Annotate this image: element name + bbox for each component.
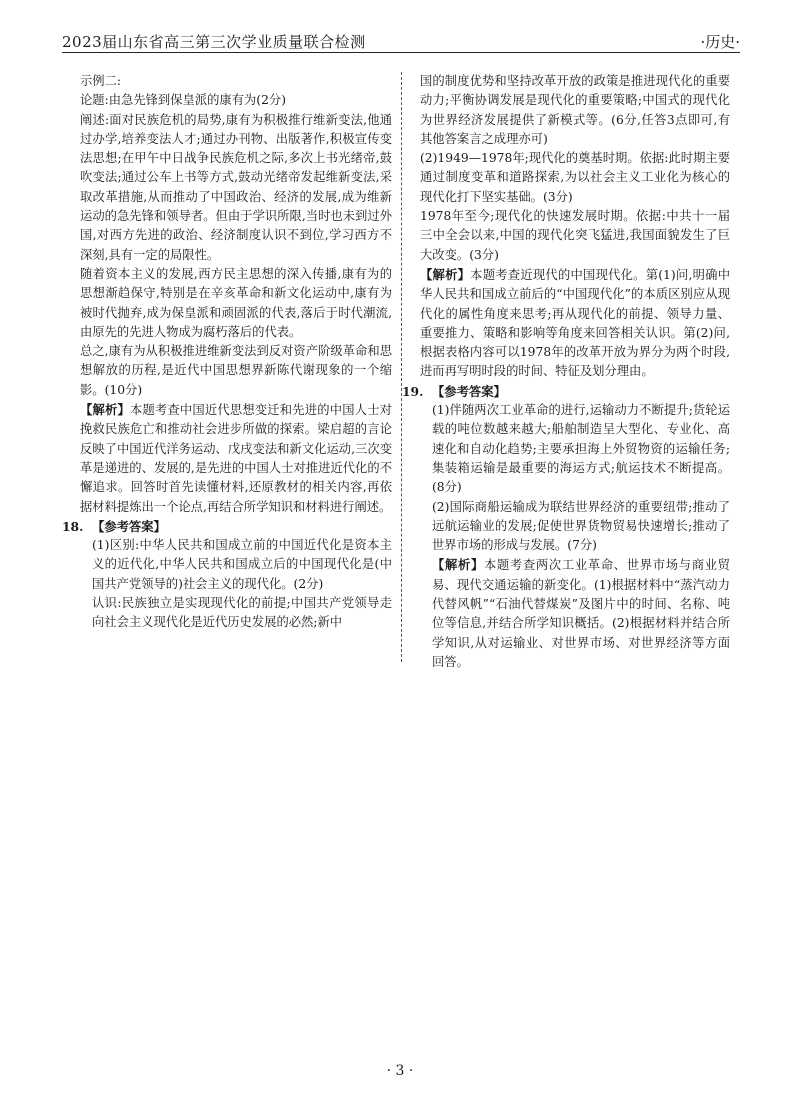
elaboration-paragraph-2: 随着资本主义的发展,西方民主思想的深入传播,康有为的思想渐趋保守,特别是在辛亥革命和新文化运动中,康有为被时代抛弃,成为保皇派和顽固派的代表,落后于时代潮流,由原先的先进人物成为腐朽落后的代表。 [80,266,392,339]
right-column [402,72,730,672]
analysis-paragraph [432,555,730,672]
answer-label: 【参考答案】 [92,518,166,534]
question-19-block [402,382,730,672]
analysis-text: 本题考查两次工业革命、世界市场与商业贸易、现代交通运输的新变化。(1)根据材料中“蒸汽动力代替风帆”“石油代替煤炭”及图片中的时间、名称、吨位等信息,并结合所学知识概括。(2)根据材料并结合所学知识,从对运输业、对世界市场、对世界经济等方面回答。 [432,558,730,669]
question-number: 18. [62,518,84,534]
continued-paragraph: 国的制度优势和坚持改革开放的政策是推进现代化的重要动力;平衡协调发展是现代化的重要策略;中国式的现代化为世界经济发展提供了新模式等。(6分,任答3点即可,有其他答案言之成理亦可) [420,74,730,146]
answer-label: 【参考答案】 [432,383,506,399]
column-divider [401,72,402,662]
page-number: · 3 · [386,1063,414,1079]
elaboration-paragraph: 阐述:面对民族危机的局势,康有为积极推行维新变法,他通过办学,培养变法人才;通过办刊物、出版著作,积极宣传变法思想;在甲午中日战争民族危机之际,多次上书光绪帝,鼓吹变法;通过公车上书等方式,鼓动光绪帝发起维新变法,采取改革措施,从而推动了中国政治、经济的发展,成为维新运动的急先锋和领导者。但由于学识所限,当时也未到过外国,对西方先进的政治、经济制度认识不到位,学习西方不深刻,具有一定的局限性。 [80,112,392,262]
answer-paragraph-2: (2)国际商船运输成为联结世界经济的重要纽带;推动了远航运输业的发展;促使世界货物贸易快速增长;推动了世界市场的形成与发展。(7分) [432,499,730,553]
document-title: 2023届山东省高三第三次学业质量联合检测 [62,33,366,51]
question-number: 19. [402,383,424,399]
analysis-tag: 【解析】 [420,266,471,282]
example-heading: 示例二: [80,74,122,88]
answer-paragraph: (1)区别:中华人民共和国成立前的中国近代化是资本主义的近代化,中华人民共和国成立后的中国现代化是(中国共产党领导的)社会主义的现代化。(2分) [92,538,392,591]
period-paragraph-1: (2)1949—1978年;现代化的奠基时期。依据:此时期主要通过制度变革和道路探索,为以社会主义工业化为核心的现代化打下坚实基础。(3分) [420,151,730,204]
subject-label: ·历史· [700,33,740,51]
analysis-text: 本题考查近现代的中国现代化。第(1)问,明确中华人民共和国成立前后的“中国现代化”的本质区别应从现代化的属性角度来思考;再从现代化的前提、领导力量、重要推力、策略和影响等角度来回答相关认识。第(2)问,根据表格内容可以1978年的改革开放为界分为两个时段,进而再写明时段的时间、特征及划分理由。 [420,267,730,379]
analysis-paragraph [420,265,730,382]
answer-paragraph: (1)伴随两次工业革命的进行,运输动力不断提升;货轮运载的吨位数越来越大;船舶制造呈大型化、专业化、高速化和自动化趋势;主要承担海上外贸物资的运输任务;集装箱运输是最重要的海运方式;航运技术不断提高。(8分) [432,403,730,495]
thesis-paragraph: 论题:由急先锋到保皇派的康有为(2分) [80,93,287,108]
answer-paragraph-2: 认识:民族独立是实现现代化的前提;中国共产党领导走向社会主义现代化是近代历史发展的必然;新中 [92,596,392,630]
analysis-text: 本题考查中国近代思想变迁和先进的中国人士对挽救民族危亡和推动社会进步所做的探索。梁启超的言论反映了中国近代洋务运动、戊戌变法和新文化运动,三次变革是递进的、发展的,是先进的中国人士对推进近代化的不懈追求。回答时首先读懂材料,还原教材的相关内容,再依据材料提炼出一个论点,再结合所学知识和材料进行阐述。 [80,403,392,514]
analysis-paragraph [80,400,392,517]
conclusion-paragraph: 总之,康有为从积极推进维新变法到反对资产阶级革命和思想解放的历程,是近代中国思想界新陈代谢现象的一个缩影。(10分) [80,344,392,397]
left-column [62,72,392,633]
page-header [62,30,740,53]
question-18-block [62,517,392,633]
period-paragraph-2: 1978年至今;现代化的快速发展时期。依据:中共十一届三中全会以来,中国的现代化突飞猛进,我国面貌发生了巨大改变。(3分) [420,209,730,262]
analysis-tag: 【解析】 [432,557,484,573]
analysis-tag: 【解析】 [80,402,130,418]
